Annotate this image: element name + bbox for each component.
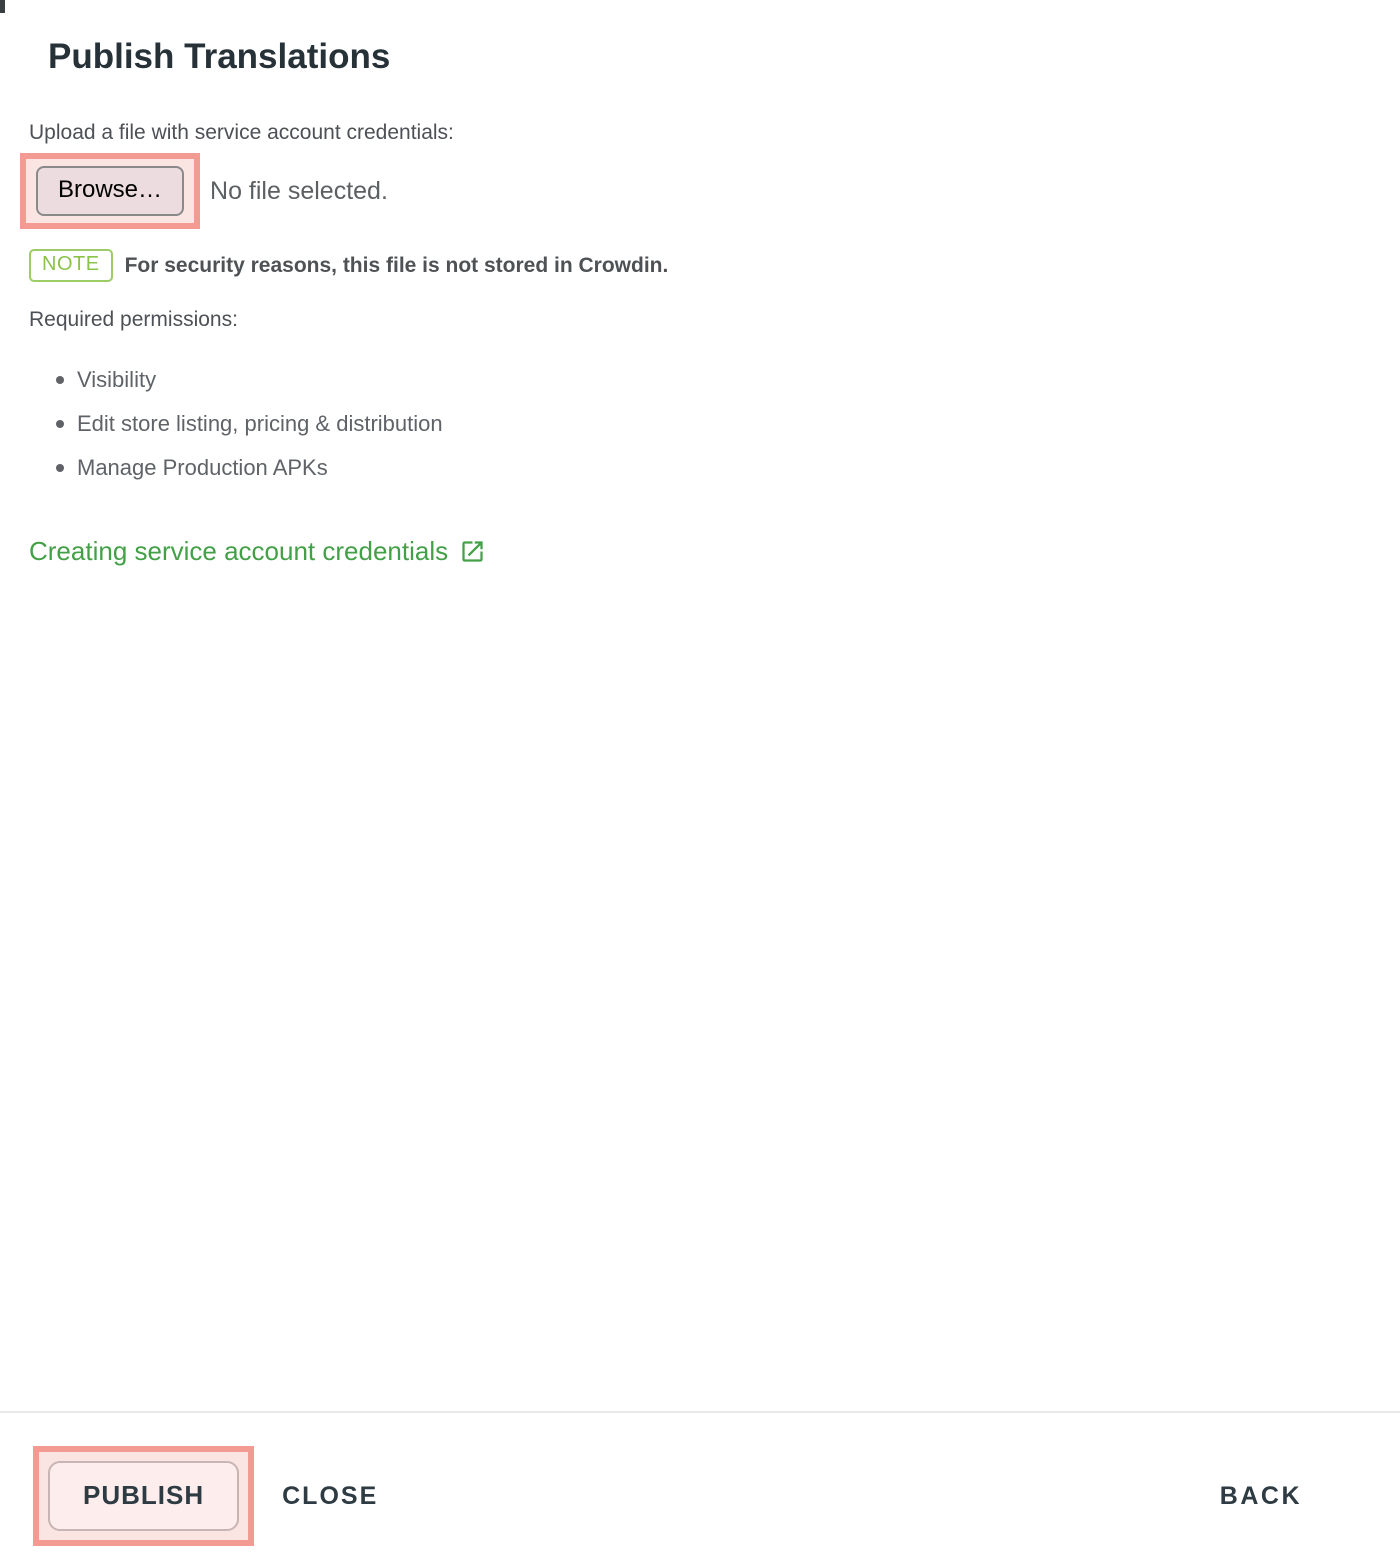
- publish-button[interactable]: PUBLISH: [48, 1461, 239, 1531]
- dialog-title: Publish Translations: [48, 37, 391, 76]
- external-link-icon: [459, 538, 486, 565]
- permissions-list: [29, 368, 1360, 480]
- note-badge: NOTE: [29, 249, 113, 282]
- permission-item: Edit store listing, pricing & distribution: [29, 412, 1360, 436]
- service-account-credentials-link[interactable]: [29, 536, 486, 567]
- screen-edge-artifact: [0, 0, 5, 13]
- file-input-row: [20, 153, 1360, 229]
- close-button[interactable]: CLOSE: [282, 1481, 379, 1510]
- upload-instruction-label: Upload a file with service account credentials:: [29, 121, 454, 144]
- permission-item: Manage Production APKs: [29, 456, 1360, 480]
- note-text: For security reasons, this file is not stored in Crowdin.: [124, 253, 669, 277]
- publish-translations-dialog: [0, 0, 1400, 567]
- file-status-text: No file selected.: [210, 176, 388, 205]
- permissions-label: Required permissions:: [29, 308, 238, 331]
- dialog-footer: [0, 1411, 1400, 1563]
- note-row: [29, 249, 1360, 282]
- browse-button[interactable]: Browse…: [36, 166, 184, 216]
- browse-annotation-highlight: [20, 153, 200, 229]
- back-button[interactable]: BACK: [1219, 1481, 1302, 1510]
- permission-item: Visibility: [29, 368, 1360, 392]
- link-label: Creating service account credentials: [29, 536, 449, 566]
- publish-annotation-highlight: [33, 1446, 254, 1546]
